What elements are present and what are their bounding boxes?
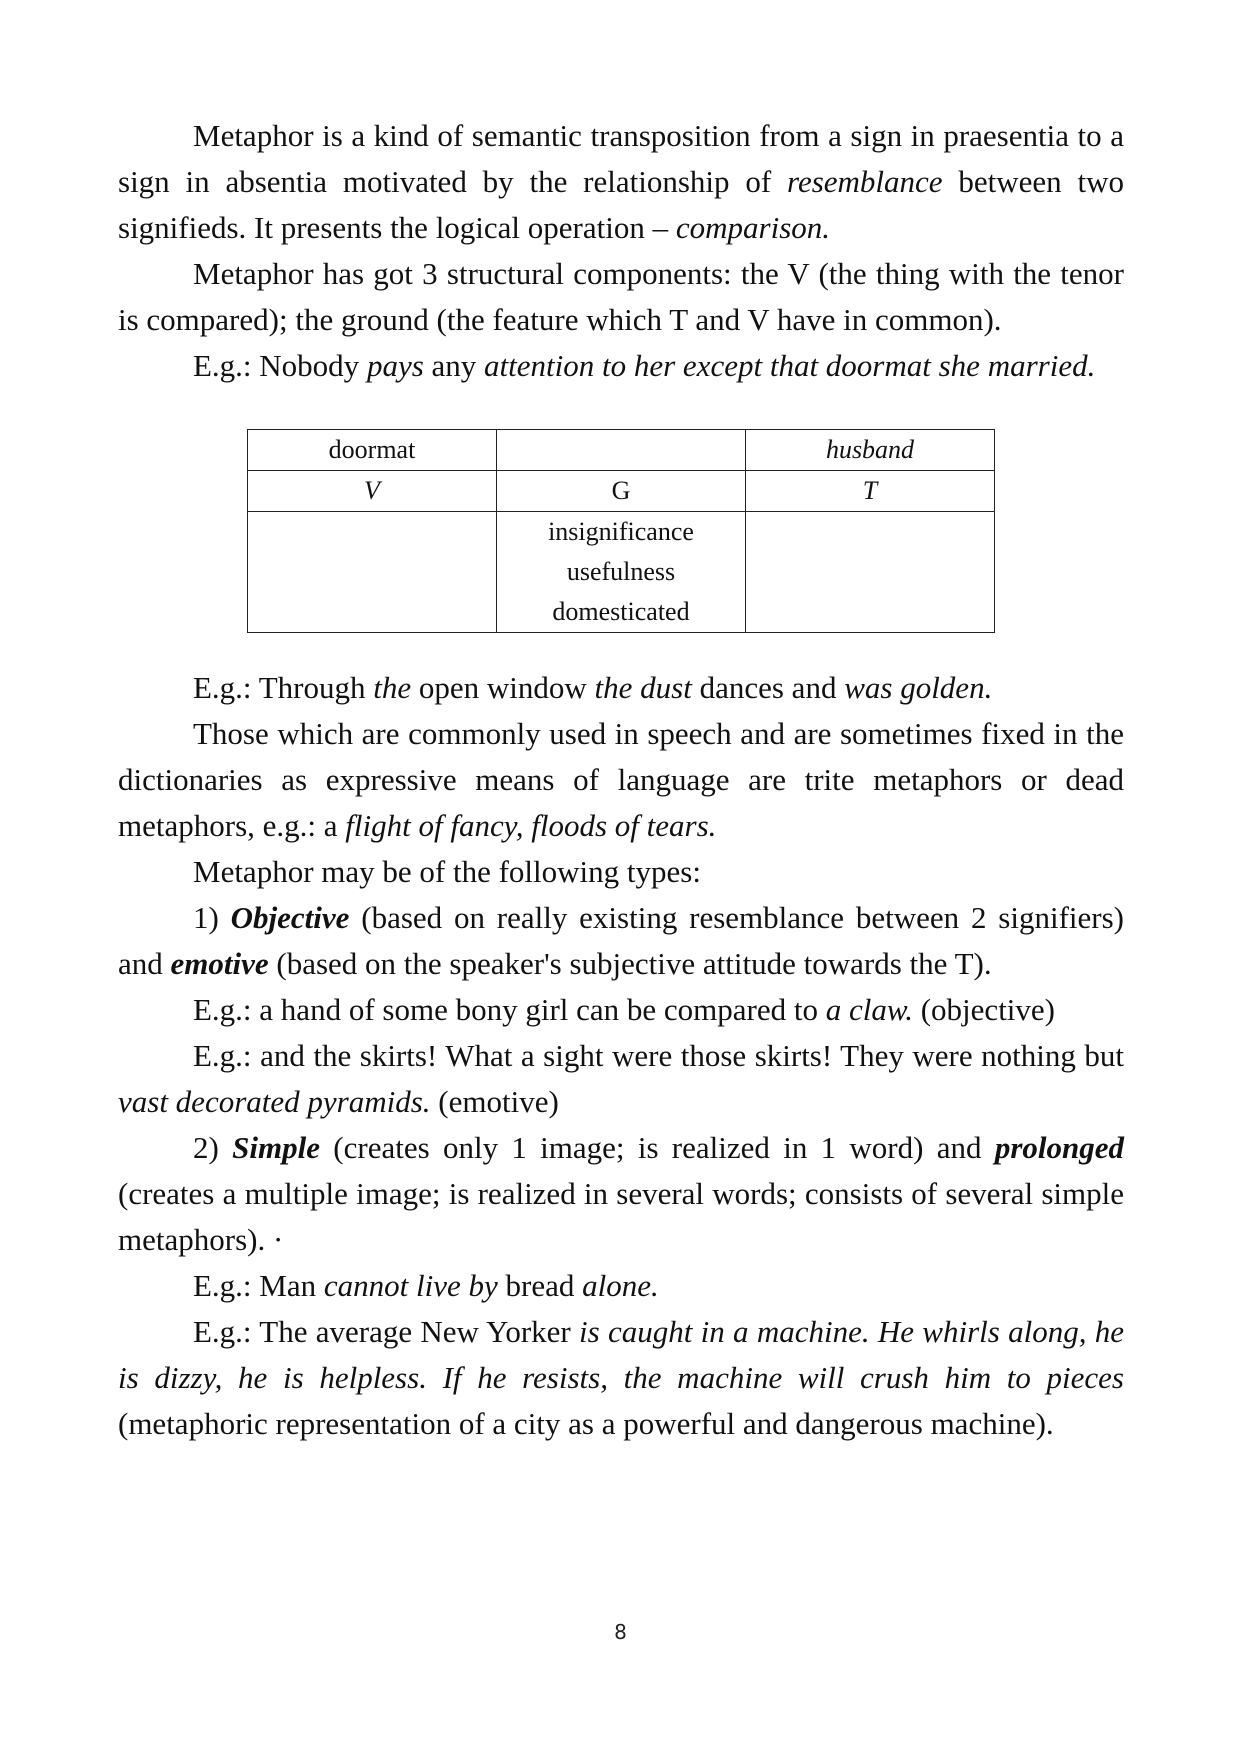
text-run: E.g.: Man: [193, 1268, 324, 1303]
text-run: (objective): [912, 992, 1055, 1027]
text-block-before-table: [118, 113, 1124, 389]
text-run: (based on really existing resemblance between 2 signifiers) and: [118, 900, 1124, 981]
table-cell-tenor-word: husband: [746, 430, 995, 471]
text-run: Metaphor has got 3 structural components: the V (the thing with the tenor is compared); the ground (the feature which T and V have in common).: [118, 256, 1124, 337]
table-cell-vehicle-word: doormat: [248, 430, 497, 471]
paragraph: [118, 849, 1124, 895]
text-run: Metaphor may be of the following types:: [193, 854, 701, 889]
text-run: E.g.: Nobody: [193, 348, 367, 383]
paragraph: [118, 251, 1124, 343]
text-run: Objective: [230, 900, 350, 935]
text-block-after-table: [118, 665, 1124, 1447]
text-run: (creates only 1 image; is realized in 1 word) and: [319, 1130, 995, 1165]
table-cell-g-label: G: [497, 471, 746, 512]
text-run: 2): [193, 1130, 233, 1165]
page-body: [118, 113, 1124, 1447]
text-run: open window: [411, 670, 595, 705]
text-run: Simple: [232, 1130, 320, 1165]
text-run: comparison.: [675, 210, 831, 245]
text-run: Those which are commonly used in speech and are sometimes fixed in the dictionaries as expressive means of language are trite metaphors or dead metaphors, e.g.: a: [118, 716, 1124, 843]
text-run: between two signifieds. It presents the logical operation –: [118, 164, 1124, 245]
ground-feature: domesticated: [552, 597, 690, 626]
text-run: dances and: [691, 670, 845, 705]
table-cell-empty: [497, 430, 746, 471]
ground-feature: usefulness: [566, 557, 676, 586]
paragraph: [118, 895, 1124, 987]
metaphor-structure-table: [247, 429, 995, 633]
table-row: [248, 430, 995, 471]
text-run: the: [373, 670, 412, 705]
text-run: the dust: [594, 670, 692, 705]
text-run: pays: [366, 348, 424, 383]
table-cell-ground-features: [497, 512, 746, 633]
text-run: E.g.: The average New Yorker: [193, 1314, 580, 1349]
text-run: cannot live by: [323, 1268, 498, 1303]
text-run: alone.: [582, 1268, 659, 1303]
paragraph: [118, 987, 1124, 1033]
paragraph: [118, 1125, 1124, 1263]
text-run: resemblance: [787, 164, 943, 199]
paragraph: [118, 711, 1124, 849]
table-cell-t-label: T: [746, 471, 995, 512]
text-run: E.g.: and the skirts! What a sight were those skirts! They were nothing but: [193, 1038, 1124, 1073]
text-run: vast decorated pyramids.: [118, 1084, 431, 1119]
text-run: (metaphoric representation of a city as a powerful and dangerous machine).: [118, 1406, 1054, 1441]
text-run: bread: [497, 1268, 583, 1303]
paragraph: [118, 113, 1124, 251]
table-row: [248, 512, 995, 633]
table-cell-empty: [746, 512, 995, 633]
table-cell-v-label: V: [248, 471, 497, 512]
table-cell-empty: [248, 512, 497, 633]
text-run: a claw.: [825, 992, 913, 1027]
text-run: emotive: [170, 946, 269, 981]
page-number: 8: [614, 1620, 627, 1644]
text-run: any: [423, 348, 485, 383]
ground-feature: insignificance: [548, 517, 694, 546]
text-run: flight of fancy, floods of tears.: [345, 808, 717, 843]
paragraph: [118, 1309, 1124, 1447]
paragraph: [118, 1033, 1124, 1125]
text-run: is caught in a machine. He whirls along, he is dizzy, he is helpless. If he resists, the machine will crush him to pieces: [118, 1314, 1125, 1395]
text-run: (based on the speaker's subjective attitude towards the T).: [268, 946, 992, 981]
table-row: [248, 471, 995, 512]
paragraph: [118, 665, 1124, 711]
text-run: was golden.: [844, 670, 993, 705]
text-run: Metaphor is a kind of semantic transposition from a sign in praesentia to a sign in absentia motivated by the relationship of: [118, 118, 1124, 199]
text-run: (emotive): [430, 1084, 559, 1119]
text-run: E.g.: Through: [193, 670, 374, 705]
text-run: 1): [193, 900, 231, 935]
text-run: prolonged: [994, 1130, 1125, 1165]
text-run: E.g.: a hand of some bony girl can be compared to: [193, 992, 826, 1027]
paragraph: [118, 343, 1124, 389]
text-run: (creates a multiple image; is realized in several words; consists of several simple metaphors). ·: [118, 1176, 1124, 1257]
text-run: attention to her except that doormat she married.: [484, 348, 1096, 383]
paragraph: [118, 1263, 1124, 1309]
